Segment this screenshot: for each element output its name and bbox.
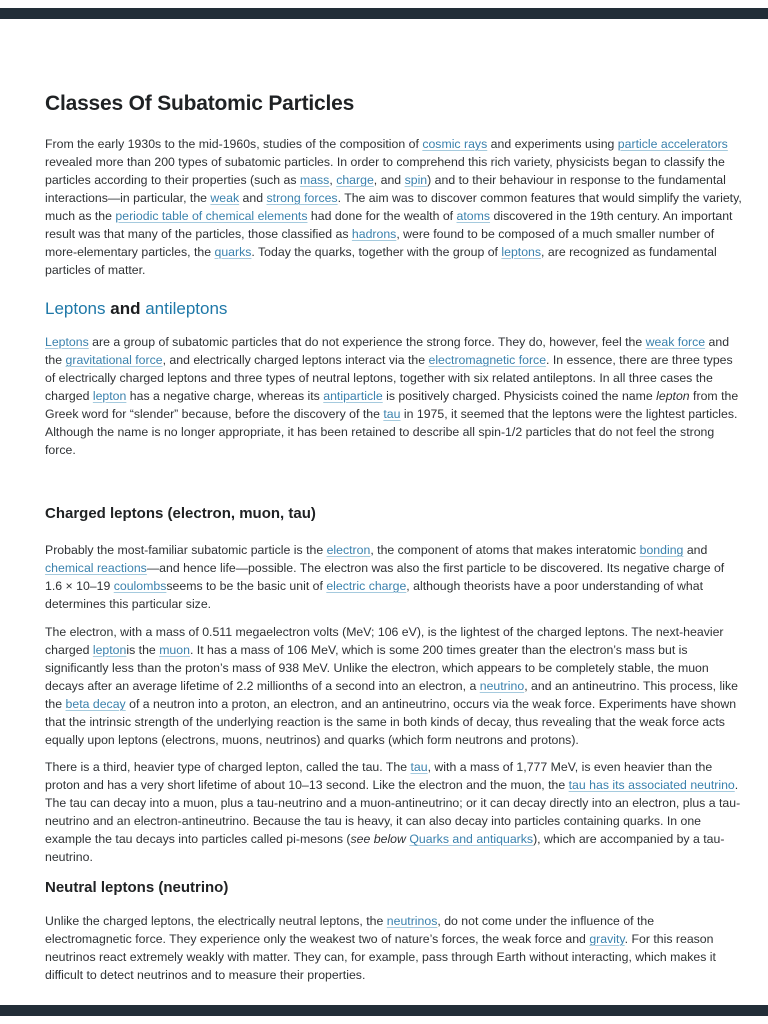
paragraph bbox=[45, 912, 742, 984]
doc-link[interactable]: cosmic rays bbox=[422, 137, 488, 151]
subsection-heading bbox=[45, 504, 742, 524]
text-run: There is a third, heavier type of charged lepton, called the tau. The bbox=[45, 760, 411, 774]
doc-link[interactable]: periodic table of chemical elements bbox=[115, 209, 308, 223]
doc-link[interactable]: electric charge bbox=[326, 579, 407, 593]
text-run: discovered in the 19th century. An important result was that many of the particles, those classified as bbox=[45, 209, 733, 241]
doc-link[interactable]: bonding bbox=[639, 543, 684, 557]
paragraph bbox=[45, 135, 742, 279]
text-run: , are recognized as fundamental particles of matter. bbox=[45, 245, 717, 277]
text-run: . The tau can decay into a muon, plus a tau-neutrino and a muon-antineutrino; or it can decay directly into an electron, plus a tau-neutrino and an electron-antineutrino. Because the tau is heavy, it can also decay into particles containing quarks. In one example the tau decays into particles called pi-mesons ( bbox=[45, 778, 741, 846]
italic-text: lepton bbox=[656, 389, 690, 403]
text-run: and bbox=[239, 191, 267, 205]
text-run: , were found to be composed of a much smaller number of more-elementary particles, the bbox=[45, 227, 715, 259]
accent-text: Leptons bbox=[45, 299, 106, 318]
doc-link[interactable]: muon bbox=[159, 643, 190, 657]
doc-link[interactable]: antiparticle bbox=[323, 389, 383, 403]
paragraph bbox=[45, 623, 742, 749]
doc-link[interactable]: electromagnetic force bbox=[428, 353, 547, 367]
text-run: . In essence, there are three types of electrically charged leptons and three types of neutral leptons, together with six related antileptons. In all three cases the charged bbox=[45, 353, 733, 403]
text-run: and the bbox=[45, 335, 730, 367]
doc-link[interactable]: gravitational force bbox=[65, 353, 163, 367]
text-run: are a group of subatomic particles that do not experience the strong force. They do, however, feel the bbox=[88, 335, 646, 349]
text-run: ), which are accompanied by a tau-neutrino. bbox=[45, 832, 725, 864]
doc-link[interactable]: Quarks and antiquarks bbox=[409, 832, 534, 846]
doc-link[interactable]: strong forces bbox=[266, 191, 338, 205]
text-run: . Today the quarks, together with the group of bbox=[251, 245, 502, 259]
paragraph bbox=[45, 541, 742, 613]
text-run: , the component of atoms that makes interatomic bbox=[370, 543, 640, 557]
doc-link[interactable]: particle accelerators bbox=[617, 137, 728, 151]
doc-link[interactable]: gravity bbox=[589, 932, 625, 946]
text-run: in 1975, it seemed that the leptons were the lightest particles. Although the name is no longer appropriate, it has been retained to describe all spin-1/2 particles that do not feel the strong force. bbox=[45, 407, 738, 457]
text-run: . For this reason neutrinos react extremely weakly with matter. They can, for example, pass through Earth without interacting, which makes it difficult to detect neutrinos and to measure their properties. bbox=[45, 932, 716, 982]
text-run: had done for the wealth of bbox=[307, 209, 457, 223]
doc-link[interactable]: neutrino bbox=[479, 679, 525, 693]
text-run: from the Greek word for “slender” because, before the discovery of the bbox=[45, 389, 739, 421]
paragraph bbox=[45, 333, 742, 459]
text-run: has a negative charge, whereas its bbox=[126, 389, 324, 403]
text-run: , do not come under the influence of the electromagnetic force. They experience only the weakest two of nature’s forces, the weak force and bbox=[45, 914, 655, 946]
text-run: Neutral leptons (neutrino) bbox=[45, 879, 229, 896]
doc-link[interactable]: neutrinos bbox=[386, 914, 438, 928]
text-run: Probably the most-familiar subatomic particle is the bbox=[45, 543, 327, 557]
text-run: and experiments using bbox=[487, 137, 618, 151]
text-run: From the early 1930s to the mid-1960s, studies of the composition of bbox=[45, 137, 423, 151]
text-run: , with a mass of 1,777 MeV, is even heavier than the proton and has a very short lifetime of about 10–13 second. Like the electron and the muon, the bbox=[45, 760, 713, 792]
text-run: Unlike the charged leptons, the electrically neutral leptons, the bbox=[45, 914, 387, 928]
doc-link[interactable]: quarks bbox=[214, 245, 252, 259]
doc-link[interactable]: lepton bbox=[92, 389, 127, 403]
accent-text: antileptons bbox=[145, 299, 228, 318]
text-run: Charged leptons (electron, muon, tau) bbox=[45, 505, 316, 522]
doc-link[interactable]: leptons bbox=[501, 245, 542, 259]
doc-link[interactable]: charge bbox=[336, 173, 374, 187]
doc-link[interactable]: beta decay bbox=[65, 697, 126, 711]
text-run: . It has a mass of 106 MeV, which is some 200 times greater than the electron’s mass but is significantly less than the proton’s mass of 938 MeV. Unlike the electron, which appears to be completely stable, the muon decays after an average lifetime of 2.2 millionths of a second into an electron, a bbox=[45, 643, 709, 693]
text-run: is the bbox=[126, 643, 160, 657]
section-heading bbox=[45, 298, 742, 319]
paragraph bbox=[45, 758, 742, 866]
doc-link[interactable]: weak force bbox=[645, 335, 706, 349]
document-title bbox=[45, 91, 742, 117]
doc-link[interactable]: lepton bbox=[92, 643, 127, 657]
text-run: and bbox=[683, 543, 708, 557]
text-run: The electron, with a mass of 0.511 megaelectron volts (MeV; 106 eV), is the lightest of the charged leptons. The next-heavier charged bbox=[45, 625, 724, 657]
doc-link[interactable]: atoms bbox=[456, 209, 491, 223]
bold-text: and bbox=[110, 299, 141, 318]
text-run: , and electrically charged leptons interact via the bbox=[162, 353, 429, 367]
doc-link[interactable]: spin bbox=[404, 173, 428, 187]
text-run: , although theorists have a poor understanding of what determines this particular size. bbox=[45, 579, 703, 611]
text-run: revealed more than 200 types of subatomic particles. In order to comprehend this rich variety, physicists began to classify the particles according to their properties (such as bbox=[45, 155, 725, 187]
text-run: seems to be the basic unit of bbox=[166, 579, 327, 593]
doc-link[interactable]: tau bbox=[410, 760, 428, 774]
viewer-background-gap-bottom bbox=[0, 1005, 768, 1016]
text-run: —and hence life—possible. The electron was also the first particle to be discovered. Its negative charge of 1.6 × 10–19 bbox=[45, 561, 725, 593]
text-run: . The aim was to discover common features that would simplify the variety, much as the bbox=[45, 191, 742, 223]
doc-link[interactable]: Leptons bbox=[45, 335, 89, 349]
doc-link[interactable]: tau has its associated neutrino bbox=[568, 778, 735, 792]
doc-link[interactable]: electron bbox=[326, 543, 371, 557]
text-run: , bbox=[329, 173, 337, 187]
text-run: Classes Of Subatomic Particles bbox=[45, 92, 355, 115]
text-run: , and an antineutrino. This process, like the bbox=[45, 679, 738, 711]
doc-link[interactable]: tau bbox=[383, 407, 401, 421]
text-run: ) and to their behaviour in response to the fundamental interactions—in particular, the bbox=[45, 173, 726, 205]
text-run: is positively charged. Physicists coined the name bbox=[382, 389, 657, 403]
doc-link[interactable]: weak bbox=[210, 191, 240, 205]
italic-text: see below bbox=[350, 832, 406, 846]
text-run: , and bbox=[373, 173, 405, 187]
doc-link[interactable]: mass bbox=[299, 173, 330, 187]
text-run: of a neutron into a proton, an electron, and an antineutrino, occurs via the weak force. Experiments have shown that the intrinsic strength of the underlying reaction is the same in both kinds of decay, thus revealing that the weak force acts equally upon leptons (electrons, muons, neutrinos) and quarks (which form neutrons and protons). bbox=[45, 697, 737, 747]
doc-link[interactable]: hadrons bbox=[351, 227, 397, 241]
subsection-heading bbox=[45, 878, 742, 898]
doc-link[interactable]: chemical reactions bbox=[45, 561, 147, 575]
doc-link[interactable]: coulombs bbox=[113, 579, 167, 593]
